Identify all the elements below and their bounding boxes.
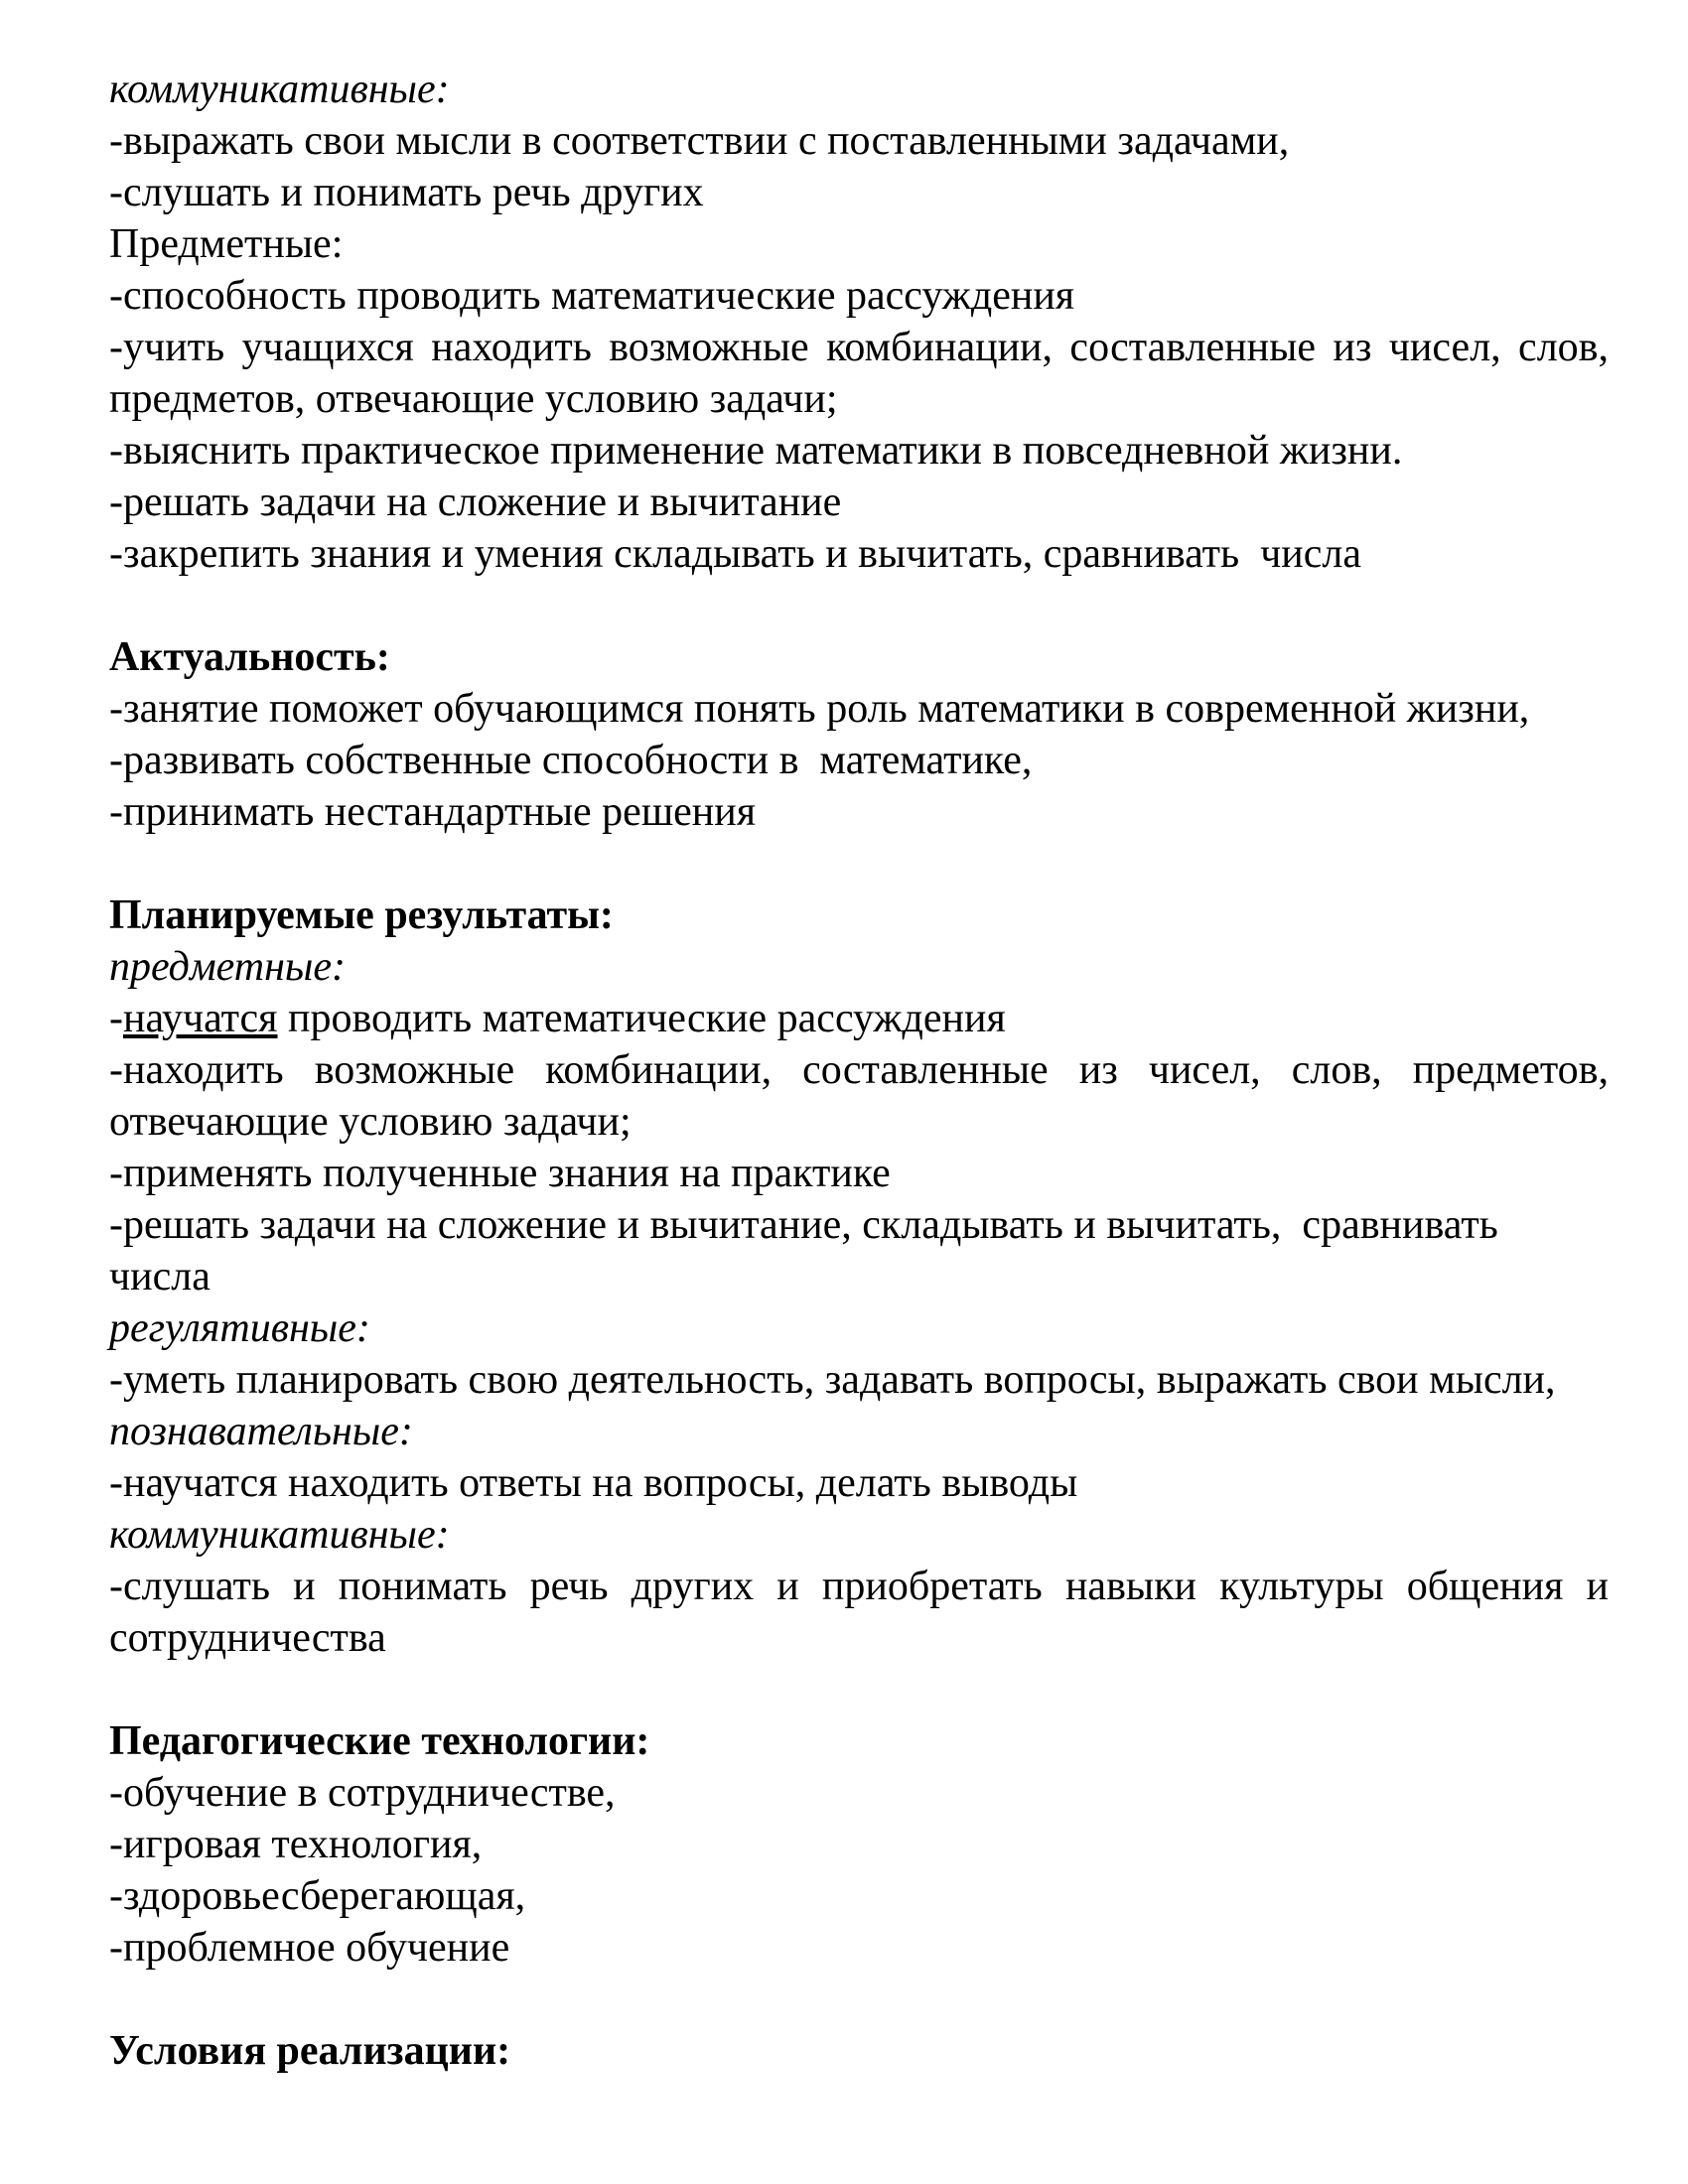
paragraph-line [109, 1767, 1609, 1819]
text-run: предметов, отвечающие условию задачи; [109, 376, 838, 422]
paragraph-line [109, 1561, 1609, 1612]
paragraph-line [109, 735, 1609, 786]
section-heading [109, 889, 1609, 941]
blank-line [109, 580, 1609, 631]
text-run: -обучение в сотрудничестве, [109, 1770, 616, 1816]
paragraph-line [109, 477, 1609, 528]
document-body [109, 64, 1609, 2077]
paragraph-line [109, 786, 1609, 838]
paragraph-line [109, 528, 1609, 580]
text-run: регулятивные: [109, 1305, 370, 1351]
text-run: сотрудничества [109, 1615, 386, 1661]
text-run: -принимать нестандартные решения [109, 789, 757, 835]
text-run: коммуникативные: [109, 67, 450, 112]
paragraph-line [109, 1819, 1609, 1870]
text-run: коммуникативные: [109, 1512, 450, 1558]
text-run: -закрепить знания и умения складывать и вычитать, сравнивать числа [109, 531, 1362, 577]
text-run: познавательные: [109, 1409, 413, 1454]
text-run: -применять полученные знания на практике [109, 1151, 891, 1196]
paragraph-line [109, 425, 1609, 477]
text-run: -выяснить практическое применение математики в повседневной жизни. [109, 428, 1403, 474]
text-run: -способность проводить математические рассуждения [109, 273, 1075, 319]
paragraph-line [109, 218, 1609, 270]
paragraph-line [109, 373, 1609, 425]
text-run: -слушать и понимать речь других и приобретать навыки культуры общения и [109, 1564, 1609, 1609]
text-run: -выражать свои мысли в соответствии с поставленными задачами, [109, 118, 1290, 164]
text-run: - [109, 996, 123, 1041]
text-run: -решать задачи на сложение и вычитание, складывать и вычитать, сравнивать числа [109, 1202, 1519, 1299]
paragraph-line [109, 1612, 1609, 1664]
paragraph-line [109, 1457, 1609, 1509]
text-run: Предметные: [109, 221, 344, 267]
paragraph-line [109, 1922, 1609, 1974]
paragraph-line [109, 1354, 1609, 1406]
paragraph-line [109, 1406, 1609, 1457]
paragraph-line [109, 941, 1609, 993]
text-run: предметные: [109, 944, 346, 990]
text-run: -научатся находить ответы на вопросы, делать выводы [109, 1460, 1078, 1506]
text-run: отвечающие условию задачи; [109, 1099, 632, 1145]
text-run: -уметь планировать свою деятельность, задавать вопросы, выражать свои мысли, [109, 1357, 1556, 1403]
paragraph-line [109, 993, 1609, 1044]
paragraph-line [109, 270, 1609, 322]
paragraph-line [109, 115, 1609, 167]
paragraph-line [109, 167, 1609, 218]
paragraph-line [109, 1509, 1609, 1561]
blank-line [109, 1974, 1609, 2025]
paragraph-line [109, 322, 1609, 373]
text-run: -занятие поможет обучающимся понять роль математики в современной жизни, [109, 686, 1530, 732]
text-run: -находить возможные комбинации, составленные из чисел, слов, предметов, [109, 1047, 1609, 1093]
text-run: -здоровьесберегающая, [109, 1873, 526, 1919]
text-run: -развивать собственные способности в математике, [109, 738, 1033, 783]
text-run: Планируемые результаты: [109, 892, 614, 938]
text-run: Актуальность: [109, 634, 390, 680]
paragraph-line [109, 1302, 1609, 1354]
text-run: Условия реализации: [109, 2028, 511, 2074]
paragraph-line [109, 1096, 1609, 1148]
text-run: -проблемное обучение [109, 1925, 510, 1971]
paragraph-line [109, 1199, 1609, 1302]
blank-line [109, 838, 1609, 889]
paragraph-line [109, 683, 1609, 735]
underlined-text-run: научатся [123, 996, 278, 1041]
text-run: -слушать и понимать речь других [109, 170, 704, 215]
section-heading [109, 1715, 1609, 1767]
text-run: -решать задачи на сложение и вычитание [109, 479, 842, 525]
text-run: Педагогические технологии: [109, 1718, 650, 1764]
section-heading [109, 2025, 1609, 2077]
section-heading [109, 631, 1609, 683]
text-run: -игровая технология, [109, 1822, 483, 1867]
paragraph-line [109, 64, 1609, 115]
text-run: проводить математические рассуждения [277, 996, 1006, 1041]
blank-line [109, 1664, 1609, 1715]
paragraph-line [109, 1044, 1609, 1096]
text-run: -учить учащихся находить возможные комбинации, составленные из чисел, слов, [109, 325, 1609, 370]
paragraph-line [109, 1148, 1609, 1199]
paragraph-line [109, 1870, 1609, 1922]
